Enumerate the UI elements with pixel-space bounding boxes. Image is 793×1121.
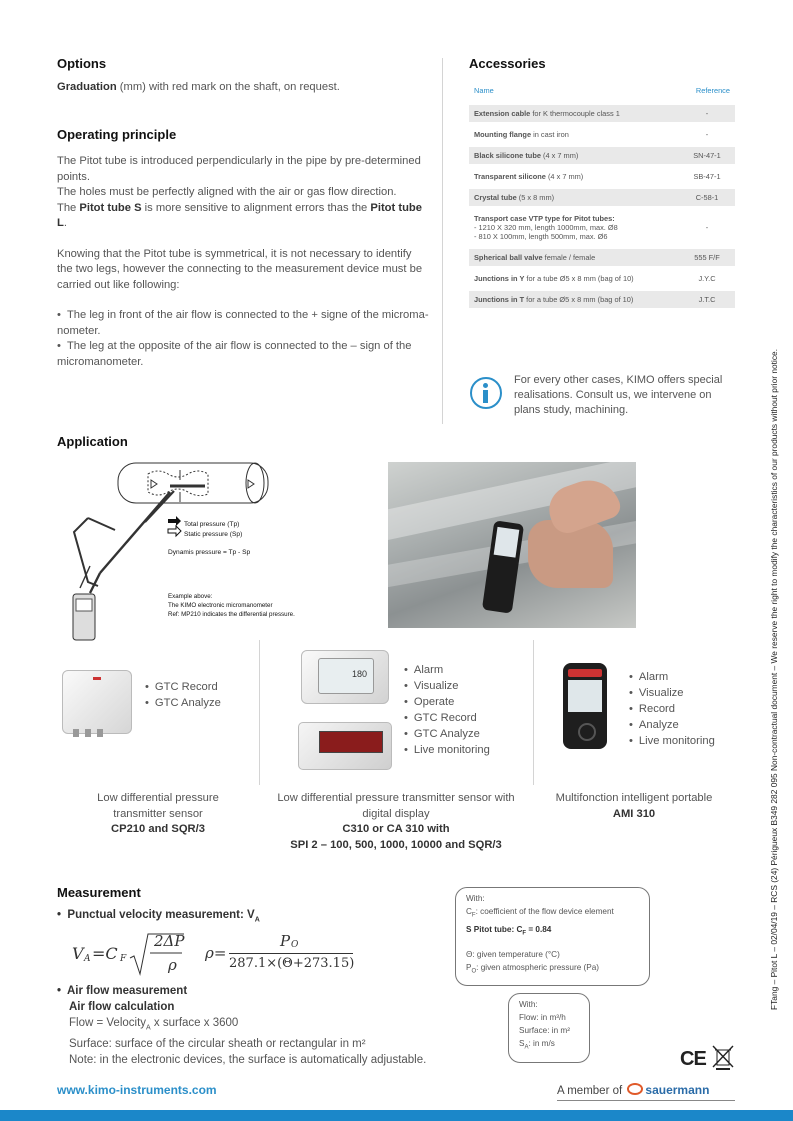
airflow-block: • Air flow measurement Air flow calculation Flow = Velocity$_A$ x surface x 3600 Surface: surface of the circular sheath or rectangular in m² Note: in the electronic devices, the surface is automatically adjustable. xyxy=(57,985,427,1067)
table-row xyxy=(469,210,735,245)
accessory-ref: SN-47-1 xyxy=(679,147,735,164)
dynamic-pressure-label: Dynamis pressure = Tp - Sp xyxy=(168,549,251,556)
accessory-ref: 555 F/F xyxy=(679,249,735,266)
accessories-title: Accessories xyxy=(469,56,546,71)
side-legal-note: FTang – Pitot L – 02/04/19 – RCS (24) Périgueux B349 282 095 Non-contractual document – We reserve the right to modify the characteristics of our products without prior notice. xyxy=(769,348,779,1010)
units-box: With: Flow: in m³/h Surface: in m² $S_A$: in m/s xyxy=(508,993,590,1063)
accessory-ref: - xyxy=(679,210,735,245)
table-row xyxy=(469,126,735,143)
member-of: A member of sauermann xyxy=(557,1083,710,1097)
table-row xyxy=(469,189,735,206)
cp210-image xyxy=(62,670,132,734)
accessory-name: Transport case VTP type for Pitot tubes: - 1210 X 320 mm, length 1000mm, max. Ø8 - 810 X 100mm, length 500mm, max. Ø6 xyxy=(469,210,679,245)
table-row xyxy=(469,291,735,308)
p3-features xyxy=(629,669,715,749)
list-item: • Operate xyxy=(404,694,490,710)
list-item: • Live monitoring xyxy=(629,733,715,749)
weee-bin-icon xyxy=(712,1045,734,1071)
accessory-name: Transparent silicone (4 x 7 mm) xyxy=(469,168,679,185)
divider-2 xyxy=(533,640,534,785)
accessories-table xyxy=(469,80,735,312)
accessory-ref: J.T.C xyxy=(679,291,735,308)
handheld-device xyxy=(482,520,524,613)
table-row xyxy=(469,249,735,266)
info-text: For every other cases, KIMO offers special realisations. Consult us, we intervene on plans study, machining. xyxy=(514,374,723,416)
accessory-name: Spherical ball valve female / female xyxy=(469,249,679,266)
list-item: • GTC Analyze xyxy=(145,695,221,711)
list-item: • GTC Analyze xyxy=(404,726,490,742)
list-item: • GTC Record xyxy=(404,710,490,726)
footer-bar xyxy=(0,1110,793,1121)
accessory-name: Mounting flange in cast iron xyxy=(469,126,679,143)
table-row xyxy=(469,105,735,122)
col-name: Name xyxy=(474,86,494,95)
list-item: • Record xyxy=(629,701,715,717)
application-photo xyxy=(388,462,636,628)
accessory-ref: - xyxy=(679,126,735,143)
accessory-ref: - xyxy=(679,105,735,122)
p2-caption: Low differential pressure transmitter sensor with digital display C310 or CA 310 with SPI 2 – 100, 500, 1000, 10000 and SQR/3 xyxy=(277,792,515,851)
c310-image xyxy=(301,650,389,704)
list-item: • Alarm xyxy=(404,662,490,678)
p1-caption: Low differential pressure transmitter sensor CP210 and SQR/3 xyxy=(97,792,219,835)
table-row xyxy=(469,168,735,185)
measurement-title: Measurement xyxy=(57,885,141,900)
accessory-ref: C-58-1 xyxy=(679,189,735,206)
accessory-ref: J.Y.C xyxy=(679,270,735,287)
list-item: • Alarm xyxy=(629,669,715,685)
operating-text: The Pitot tube is introduced perpendicularly in the pipe by pre-determined points. The holes must be perfectly aligned with the air or gas flow direction. The Pitot tube S is more sensitive to alignment errors thas the Pitot tube L. Knowing that the Pitot tube is symmetrical, it is not necessary to identify the two legs, however the connecting to the measurement device must be carried out like following: • The leg in front of the air flow is connected to the + signe of the microma-nometer. • The leg at the opposite of the air flow is connected to the – sign of the micromanometer. xyxy=(57,155,429,368)
accessory-ref: SB-47-1 xyxy=(679,168,735,185)
density-formula: ρ= P O 287.1×(Θ+273.15) xyxy=(205,932,355,971)
ce-mark: CE xyxy=(680,1048,706,1070)
accessory-name: Junctions in Y for a tube Ø5 x 8 mm (bag of 10) xyxy=(469,270,679,287)
list-item: • Analyze xyxy=(629,717,715,733)
pitot-diagram xyxy=(60,458,320,648)
velocity-formula: V A =C F 2ΔP ρ xyxy=(72,932,185,974)
accessory-name: Junctions in T for a tube Ø5 x 8 mm (bag of 10) xyxy=(469,291,679,308)
p2-features xyxy=(404,662,490,758)
example-line2: The KIMO electronic micromanometer xyxy=(168,602,273,609)
example-line3: Ref: MP210 indicates the differential pressure. xyxy=(168,611,295,618)
p1-features xyxy=(145,679,221,711)
velocity-heading: • Punctual velocity measurement: $V_A$ xyxy=(57,909,260,924)
screen-value: 180 xyxy=(351,669,367,679)
operating-title: Operating principle xyxy=(57,127,177,142)
ca310-image xyxy=(298,722,392,770)
table-row xyxy=(469,270,735,287)
website-link[interactable]: www.kimo-instruments.com xyxy=(57,1083,217,1097)
accessory-name: Black silicone tube (4 x 7 mm) xyxy=(469,147,679,164)
options-text: Graduation (mm) with red mark on the shaft, on request. xyxy=(57,81,340,93)
ami310-image xyxy=(563,663,607,749)
accessory-name: Crystal tube (5 x 8 mm) xyxy=(469,189,679,206)
divider-1 xyxy=(259,640,260,785)
list-item: • Visualize xyxy=(629,685,715,701)
col-ref: Reference xyxy=(695,86,730,95)
column-divider xyxy=(442,58,443,424)
p3-caption: Multifonction intelligent portable AMI 310 xyxy=(555,792,713,820)
table-row xyxy=(469,147,735,164)
info-icon xyxy=(470,377,502,409)
list-item: • GTC Record xyxy=(145,679,221,695)
list-item: • Visualize xyxy=(404,678,490,694)
application-title: Application xyxy=(57,434,128,449)
options-title: Options xyxy=(57,56,107,71)
sauermann-logo-icon xyxy=(627,1083,643,1095)
variables-box: With: $C_F$: coefficient of the flow device element S Pitot tube: $C_F = 0.84$ Θ: given temperature (°C) $P_O$: given atmospheric pressure (Pa) xyxy=(455,887,650,986)
static-pressure-label: Static pressure (Sp) xyxy=(184,531,243,538)
list-item: • Live monitoring xyxy=(404,742,490,758)
total-pressure-label: Total pressure (Tp) xyxy=(184,521,240,528)
accessory-name: Extension cable for K thermocouple class 1 xyxy=(469,105,679,122)
member-underline xyxy=(557,1100,735,1101)
example-line1: Example above: xyxy=(168,593,213,600)
